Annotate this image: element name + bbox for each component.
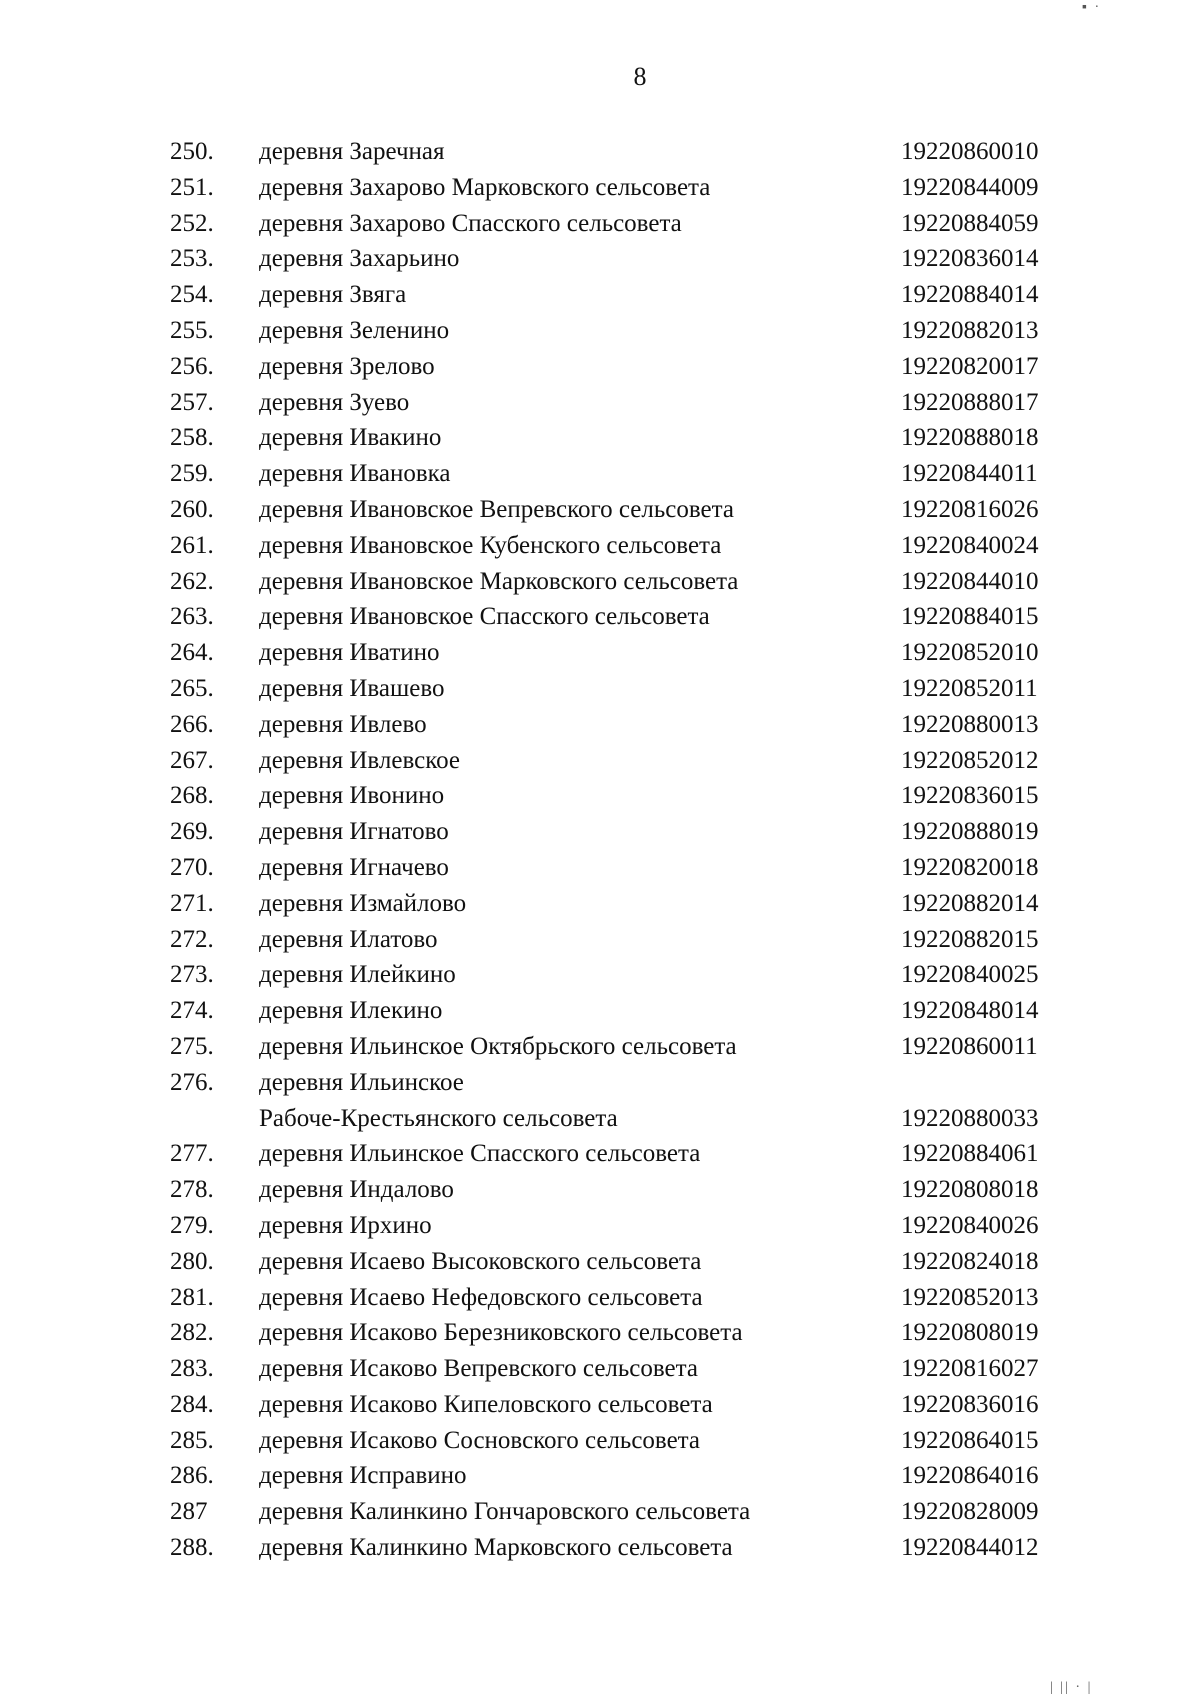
row-number: 282. <box>170 1319 214 1347</box>
list-row <box>0 1136 1200 1172</box>
settlement-name <box>259 1136 700 1172</box>
row-number: 256. <box>170 352 214 380</box>
oktmo-code: 19220844011 <box>901 460 1038 488</box>
settlement-name-line: деревня Илекино <box>259 997 443 1025</box>
oktmo-code: 19220880013 <box>901 710 1039 738</box>
row-number: 260. <box>170 495 214 523</box>
oktmo-code: 19220820017 <box>901 352 1039 380</box>
settlement-name-line: деревня Измайлово <box>259 889 467 917</box>
settlement-name <box>259 1494 750 1530</box>
oktmo-code: 19220882013 <box>901 316 1039 344</box>
oktmo-code: 19220840025 <box>901 961 1039 989</box>
list-row <box>0 492 1200 528</box>
settlement-name-line: деревня Ивановское Кубенского сельсовета <box>259 531 722 559</box>
list-row <box>0 1351 1200 1387</box>
row-number: 259. <box>170 460 214 488</box>
list-row <box>0 778 1200 814</box>
settlement-name <box>259 957 456 993</box>
oktmo-code: 19220882014 <box>901 889 1039 917</box>
row-number: 277. <box>170 1140 214 1168</box>
settlement-name <box>259 492 734 528</box>
row-number: 265. <box>170 674 214 702</box>
row-number: 278. <box>170 1176 214 1204</box>
settlement-name <box>259 349 435 385</box>
settlement-name-line: деревня Исаково Березниковского сельсовета <box>259 1319 743 1347</box>
oktmo-code: 19220884015 <box>901 603 1039 631</box>
oktmo-code: 19220844012 <box>901 1534 1039 1562</box>
settlement-name-line-2: Рабоче-Крестьянского сельсовета <box>259 1104 618 1132</box>
row-number: 266. <box>170 710 214 738</box>
list-row <box>0 1423 1200 1459</box>
list-row <box>0 814 1200 850</box>
oktmo-code: 19220808018 <box>901 1176 1039 1204</box>
settlement-name <box>259 1530 733 1566</box>
list-row <box>0 1315 1200 1351</box>
settlement-name-line: деревня Зрелово <box>259 352 435 380</box>
list-row <box>0 1029 1200 1065</box>
row-number: 284. <box>170 1390 214 1418</box>
oktmo-code: 19220852013 <box>901 1283 1039 1311</box>
row-number: 253. <box>170 245 214 273</box>
settlement-name-line: деревня Зеленино <box>259 316 450 344</box>
settlement-name-line: деревня Исправино <box>259 1462 467 1490</box>
row-number: 270. <box>170 853 214 881</box>
settlement-name-line: деревня Ивановка <box>259 460 451 488</box>
scan-mark-bottom-right: | || · | <box>1050 1680 1093 1695</box>
oktmo-code: 19220836016 <box>901 1390 1039 1418</box>
oktmo-code: 19220864015 <box>901 1426 1039 1454</box>
list-row <box>0 1065 1200 1137</box>
oktmo-code: 19220852012 <box>901 746 1039 774</box>
row-number: 252. <box>170 209 214 237</box>
settlement-name-line: деревня Захарово Спасского сельсовета <box>259 209 682 237</box>
settlement-name <box>259 420 441 456</box>
settlement-name-line: деревня Ильинское Октябрьского сельсовета <box>259 1032 737 1060</box>
settlement-name <box>259 528 721 564</box>
oktmo-code: 19220888018 <box>901 424 1039 452</box>
row-number: 275. <box>170 1032 214 1060</box>
settlement-name <box>259 635 440 671</box>
list-row <box>0 349 1200 385</box>
settlement-name <box>259 134 445 170</box>
row-number: 269. <box>170 818 214 846</box>
row-number: 263. <box>170 603 214 631</box>
row-number: 286. <box>170 1462 214 1490</box>
settlement-name-line: деревня Ивакино <box>259 424 442 452</box>
settlement-name-line: деревня Исаево Высоковского сельсовета <box>259 1247 702 1275</box>
oktmo-code: 19220816026 <box>901 495 1039 523</box>
row-number: 267. <box>170 746 214 774</box>
settlement-name <box>259 922 438 958</box>
settlement-name <box>259 814 449 850</box>
settlement-name <box>259 1208 432 1244</box>
settlement-name <box>259 313 449 349</box>
settlement-name <box>259 1423 700 1459</box>
settlement-name-line: деревня Зуево <box>259 388 410 416</box>
settlement-name-line: деревня Индалово <box>259 1176 454 1204</box>
settlement-name <box>259 1458 467 1494</box>
settlement-name-line: деревня Исаково Кипеловского сельсовета <box>259 1390 713 1418</box>
oktmo-code: 19220884014 <box>901 281 1039 309</box>
list-row <box>0 313 1200 349</box>
oktmo-code: 19220840026 <box>901 1211 1039 1239</box>
list-row <box>0 599 1200 635</box>
settlement-name <box>259 886 466 922</box>
settlement-name-line: деревня Ивлево <box>259 710 427 738</box>
settlement-name <box>259 850 449 886</box>
settlement-name-line: деревня Ивановское Спасского сельсовета <box>259 603 710 631</box>
settlement-name-line: деревня Ивонино <box>259 782 445 810</box>
row-number: 251. <box>170 173 214 201</box>
row-number: 258. <box>170 424 214 452</box>
oktmo-code: 19220836015 <box>901 782 1039 810</box>
list-row <box>0 1280 1200 1316</box>
oktmo-code: 19220864016 <box>901 1462 1039 1490</box>
row-number: 257. <box>170 388 214 416</box>
oktmo-code: 19220828009 <box>901 1498 1039 1526</box>
oktmo-code: 19220836014 <box>901 245 1039 273</box>
list-row <box>0 1458 1200 1494</box>
settlement-name-line: деревня Илейкино <box>259 961 456 989</box>
oktmo-code: 19220816027 <box>901 1355 1039 1383</box>
row-number: 281. <box>170 1283 214 1311</box>
settlement-name <box>259 1315 743 1351</box>
row-number: 276. <box>170 1068 214 1096</box>
settlement-name <box>259 206 682 242</box>
settlement-name-line: деревня Исаково Вепревского сельсовета <box>259 1355 698 1383</box>
settlement-name-line: деревня Ивановское Марковского сельсовета <box>259 567 739 595</box>
settlement-name <box>259 671 444 707</box>
settlement-name-line: деревня Захарово Марковского сельсовета <box>259 173 711 201</box>
settlement-name <box>259 778 444 814</box>
oktmo-code: 19220852011 <box>901 674 1038 702</box>
list-row <box>0 1387 1200 1423</box>
list-row <box>0 385 1200 421</box>
row-number: 264. <box>170 639 214 667</box>
row-number: 287 <box>170 1498 208 1526</box>
settlement-list <box>0 134 1200 1566</box>
list-row <box>0 1172 1200 1208</box>
oktmo-code: 19220840024 <box>901 531 1039 559</box>
scan-mark-top-right: ▪ · <box>1082 0 1102 15</box>
settlement-name-line: деревня Игнатово <box>259 818 449 846</box>
settlement-name <box>259 1172 454 1208</box>
settlement-name-line: деревня Ирхино <box>259 1211 432 1239</box>
oktmo-code: 19220824018 <box>901 1247 1039 1275</box>
list-row <box>0 886 1200 922</box>
list-row <box>0 170 1200 206</box>
row-number: 262. <box>170 567 214 595</box>
settlement-name-line: деревня Ивлевское <box>259 746 460 774</box>
settlement-name <box>259 1244 701 1280</box>
row-number: 255. <box>170 316 214 344</box>
row-number: 288. <box>170 1534 214 1562</box>
settlement-name <box>259 277 406 313</box>
list-row <box>0 456 1200 492</box>
row-number: 272. <box>170 925 214 953</box>
list-row <box>0 206 1200 242</box>
settlement-name-line: деревня Исаево Нефедовского сельсовета <box>259 1283 703 1311</box>
list-row <box>0 1530 1200 1566</box>
row-number: 271. <box>170 889 214 917</box>
oktmo-code: 19220844009 <box>901 173 1039 201</box>
page-number: 8 <box>633 62 647 91</box>
oktmo-code: 19220852010 <box>901 639 1039 667</box>
row-number: 273. <box>170 961 214 989</box>
settlement-name-line: деревня Ивановское Вепревского сельсовета <box>259 495 734 523</box>
row-number: 280. <box>170 1247 214 1275</box>
settlement-name <box>259 564 738 600</box>
settlement-name-line: деревня Калинкино Марковского сельсовета <box>259 1534 733 1562</box>
list-row <box>0 707 1200 743</box>
list-row <box>0 564 1200 600</box>
settlement-name <box>259 1280 703 1316</box>
list-row <box>0 1244 1200 1280</box>
row-number: 285. <box>170 1426 214 1454</box>
list-row <box>0 957 1200 993</box>
settlement-name <box>259 241 459 277</box>
row-number: 254. <box>170 281 214 309</box>
list-row <box>0 1494 1200 1530</box>
oktmo-code: 19220884059 <box>901 209 1039 237</box>
settlement-name <box>259 170 710 206</box>
row-number: 268. <box>170 782 214 810</box>
oktmo-code: 19220860011 <box>901 1032 1038 1060</box>
oktmo-code: 19220884061 <box>901 1140 1039 1168</box>
settlement-name <box>259 456 451 492</box>
oktmo-code: 19220880033 <box>901 1104 1039 1132</box>
settlement-name-line: деревня Ильинское <box>259 1068 464 1096</box>
settlement-name-line: деревня Илатово <box>259 925 438 953</box>
settlement-name-line: деревня Калинкино Гончаровского сельсовета <box>259 1498 751 1526</box>
settlement-name-line: деревня Исаково Сосновского сельсовета <box>259 1426 700 1454</box>
list-row <box>0 420 1200 456</box>
row-number: 274. <box>170 997 214 1025</box>
list-row <box>0 1208 1200 1244</box>
list-row <box>0 993 1200 1029</box>
settlement-name-line: деревня Иватино <box>259 639 440 667</box>
oktmo-code: 19220820018 <box>901 853 1039 881</box>
settlement-name-line: деревня Ивашево <box>259 674 445 702</box>
settlement-name <box>259 707 427 743</box>
list-row <box>0 134 1200 170</box>
row-number: 250. <box>170 138 214 165</box>
oktmo-code: 19220882015 <box>901 925 1039 953</box>
oktmo-code: 19220848014 <box>901 997 1039 1025</box>
settlement-name-line: деревня Ильинское Спасского сельсовета <box>259 1140 701 1168</box>
settlement-name <box>259 599 710 635</box>
settlement-name <box>259 1387 713 1423</box>
settlement-name-line: деревня Заречная <box>259 138 445 165</box>
settlement-name <box>259 993 442 1029</box>
list-row <box>0 743 1200 779</box>
settlement-name <box>259 1351 698 1387</box>
list-row <box>0 671 1200 707</box>
settlement-name-line: деревня Захарьино <box>259 245 460 273</box>
settlement-name <box>259 743 460 779</box>
list-row <box>0 850 1200 886</box>
list-row <box>0 922 1200 958</box>
oktmo-code: 19220888017 <box>901 388 1039 416</box>
settlement-name-line: деревня Игначево <box>259 853 449 881</box>
list-row <box>0 241 1200 277</box>
oktmo-code: 19220888019 <box>901 818 1039 846</box>
list-row <box>0 528 1200 564</box>
settlement-name <box>259 1029 737 1065</box>
row-number: 279. <box>170 1211 214 1239</box>
oktmo-code: 19220844010 <box>901 567 1039 595</box>
row-number: 283. <box>170 1355 214 1383</box>
list-row <box>0 277 1200 313</box>
settlement-name <box>259 1065 618 1137</box>
settlement-name <box>259 385 409 421</box>
row-number: 261. <box>170 531 214 559</box>
oktmo-code: 19220860010 <box>901 138 1039 165</box>
oktmo-code: 19220808019 <box>901 1319 1039 1347</box>
settlement-name-line: деревня Звяга <box>259 281 407 309</box>
list-row <box>0 635 1200 671</box>
